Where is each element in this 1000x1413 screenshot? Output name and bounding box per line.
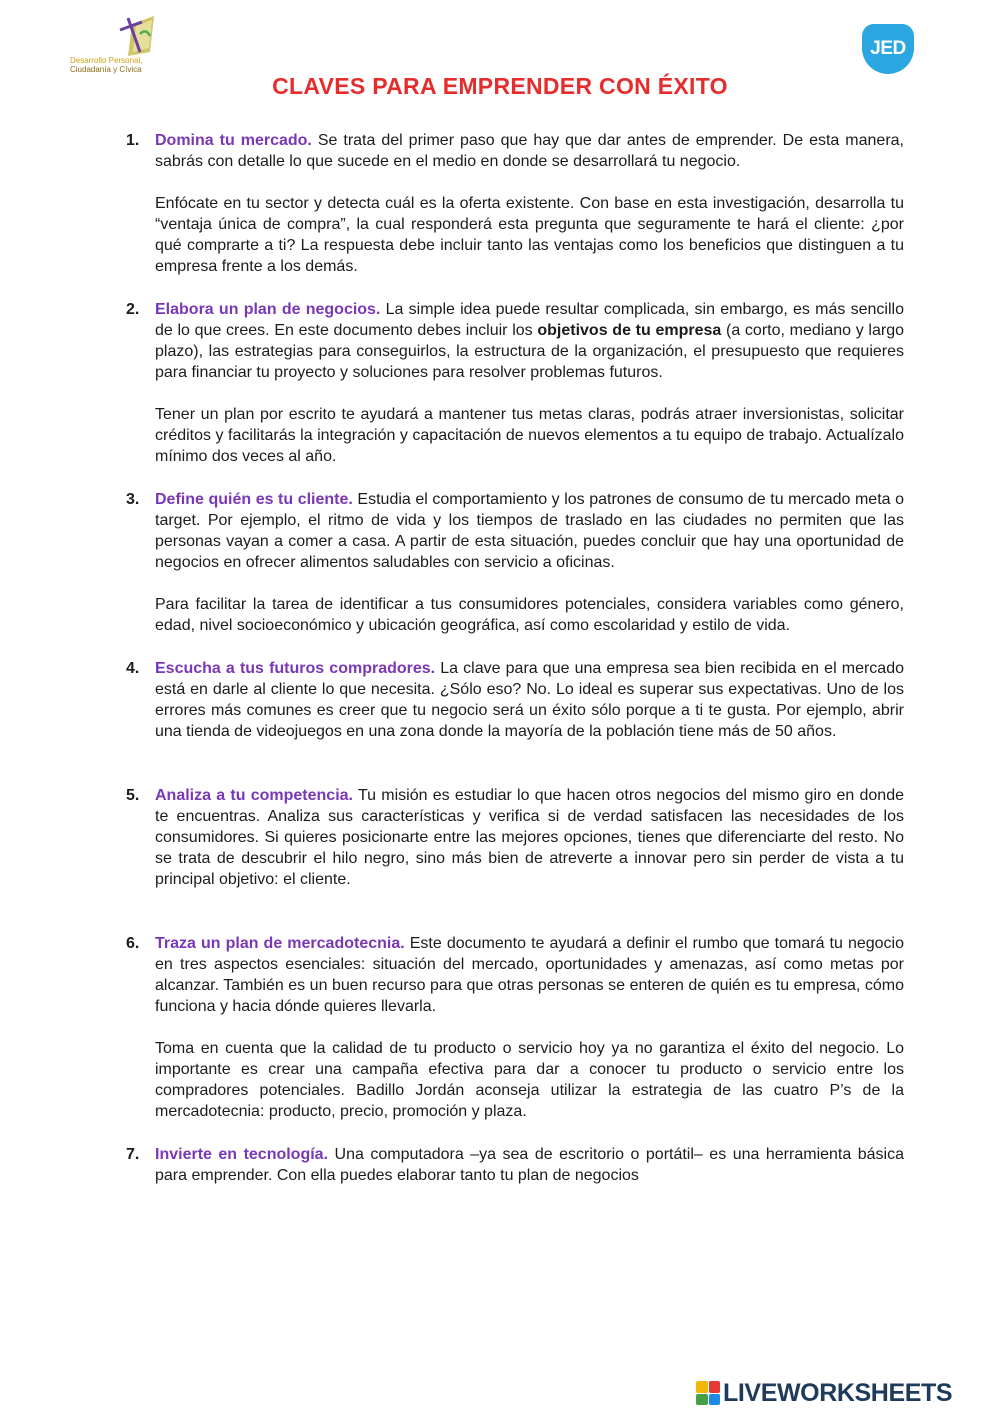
list-item-1 [126,130,904,277]
item-paragraph [155,785,904,890]
liveworksheets-icon [696,1381,720,1405]
list-item-7 [126,1144,904,1186]
item-text: Se trata del primer paso que hay que dar antes de emprender. De esta manera, sabrás con detalle lo que sucede en el medio en donde se desarrollará tu negocio. [155,132,904,170]
list-item-5 [126,785,904,890]
item-paragraph [155,933,904,1017]
item-number: 6. [126,935,140,952]
item-paragraph [155,658,904,742]
logo-line-2: Ciudadanía y Cívica [70,65,142,74]
item-paragraph-2: Para facilitar la tarea de identificar a tus consumidores potenciales, considera variables como género, edad, nivel socioeconómico y ubicación geográfica, así como escolaridad y estilo de vida. [155,596,904,634]
item-heading: Define quién es tu cliente. [155,491,353,508]
item-text: La clave para que una empresa sea bien recibida en el mercado está en darle al cliente lo que necesita. ¿Sólo eso? No. Lo ideal es superar sus expectativas. Uno de los errores más comunes es creer que tu negocio será un éxito sólo porque a ti te gusta. Por ejemplo, abrir una tienda de videojuegos en una zona donde la mayoría de la población tiene más de 50 años. [155,660,905,740]
logo-text [70,56,142,74]
liveworksheets-brand: LIVEWORKSHEETS [723,1378,953,1407]
item-text: La simple idea puede resultar complicada, sin embargo, es más sencillo de lo que crees. En este documento debes incluir los [155,301,904,339]
item-paragraph-2: Toma en cuenta que la calidad de tu producto o servicio hoy ya no garantiza el éxito del negocio. Lo importante es crear una campaña efectiva para dar a conocer tu producto o servicio entre los compradores potenciales. Badillo Jordán aconseja utilizar la estrategia de las cuatro P’s de la mercadotecnia: producto, precio, promoción y plaza. [155,1040,904,1120]
item-number: 7. [126,1146,140,1163]
item-heading: Elabora un plan de negocios. [155,301,381,318]
item-heading: Traza un plan de mercadotecnia. [155,935,405,952]
list-item-3 [126,489,904,636]
page-title: CLAVES PARA EMPRENDER CON ÉXITO [272,73,728,99]
item-heading: Escucha a tus futuros compradores. [155,660,436,677]
item-bold-text: objetivos de tu empresa [537,322,722,339]
item-number: 5. [126,787,140,804]
item-paragraph-2: Tener un plan por escrito te ayudará a mantener tus metas claras, podrás atraer inversionistas, solicitar créditos y facilitarás la integración y capacitación de nuevos elementos a tu equipo de trabajo. Actualízalo mínimo dos veces al año. [155,406,904,465]
item-paragraph [155,1144,904,1186]
item-text-continued: (a corto, mediano y largo plazo), las estrategias para conseguirlos, la estructura de la organización, el presupuesto que requieres para financiar tu proyecto y soluciones para resolver problemas futuros. [155,322,905,381]
list-item-2 [126,299,904,467]
item-heading: Invierte en tecnología. [155,1146,329,1163]
list-item-4 [126,658,904,742]
item-text: Una computadora –ya sea de escritorio o portátil– es una herramienta básica para emprender. Con ella puedes elaborar tanto tu plan de negocios [155,1146,905,1184]
item-paragraph [155,130,904,172]
document-body [126,130,904,1186]
jed-logo-text: JED [870,38,906,59]
item-heading: Analiza a tu competencia. [155,787,353,804]
item-number: 4. [126,660,140,677]
item-text: Tu misión es estudiar lo que hacen otros negocios del mismo giro en donde te encuentras. Analiza sus características y verifica si de verdad satisfacen las necesidades de los consumidores. Si quieres posicionarte entre las mejores opciones, tienes que diferenciarte del resto. No se trata de descubrir el hilo negro, sino más bien de atreverte a innovar pero sin perder de vista a tu principal objetivo: el cliente. [155,787,904,888]
item-heading: Domina tu mercado. [155,132,312,149]
liveworksheets-watermark [696,1380,952,1406]
item-text: Estudia el comportamiento y los patrones de consumo de tu mercado meta o target. Por ejemplo, el ritmo de vida y los tiempos de traslado en las ciudades no permiten que las personas vayan a comer a casa. A partir de esta situación, puedes concluir que hay una oportunidad de negocios en ofrecer alimentos saludables con servicio a oficinas. [155,491,905,571]
item-number: 1. [126,132,140,149]
jed-logo [862,24,914,74]
item-paragraph-2: Enfócate en tu sector y detecta cuál es la oferta existente. Con base en esta investigación, desarrolla tu “ventaja única de compra”, la cual responderá esta pregunta que seguramente te hará el cliente: ¿por qué comprarte a ti? La respuesta debe incluir tanto las ventajas como los beneficios que distinguen a tu empresa frente a los demás. [155,195,904,275]
list-item-6 [126,933,904,1122]
item-paragraph [155,299,904,383]
logo-desarrollo-personal [62,12,182,82]
item-text: Este documento te ayudará a definir el rumbo que tomará tu negocio en tres aspectos esenciales: situación del mercado, oportunidades y amenazas, así como metas por alcanzar. También es un buen recurso para que otras personas se enteren de quién es tu empresa, cómo funciona y hacia dónde quieres llevarla. [155,935,905,1015]
item-number: 2. [126,301,140,318]
logo-line-1: Desarrollo Personal, [70,56,143,65]
item-paragraph [155,489,904,573]
logo-emblem-icon [110,12,168,58]
item-number: 3. [126,491,140,508]
